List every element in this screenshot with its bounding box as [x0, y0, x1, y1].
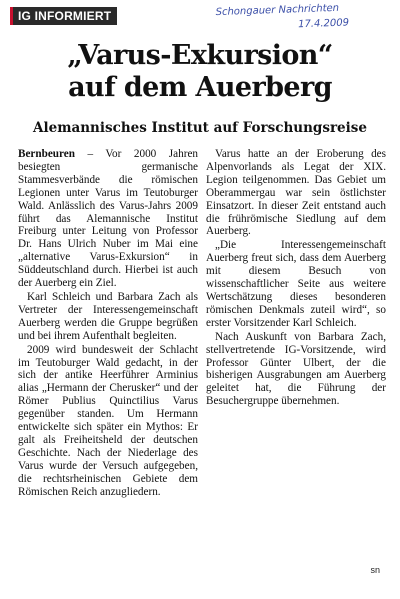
- dateline: Bernbeuren: [18, 148, 75, 160]
- headline-line-1: „Varus-Exkursion“: [67, 40, 333, 71]
- handwritten-source-note: [213, 0, 394, 43]
- article-paragraph-2: Karl Schleich und Barbara Zach als Vertreter der Interessengemeinschaft Auerberg werden die Gruppe begrüßen und bei ihrem Aufenthalt begleiten.: [18, 290, 198, 342]
- article-paragraph-4: Varus hatte an der Eroberung des Alpenvorlands als Legat der XIX. Legion teilgenommen. Das Gebiet um Oberammergau war sein östlichster Einsatzort. In dieser Zeit entstand auch die frührömische Siedlung auf dem Auerberg.: [206, 148, 386, 238]
- section-kicker: [10, 6, 117, 26]
- kicker-label: IG INFORMIERT: [10, 7, 117, 25]
- handwritten-date: 17.4.2009: [297, 17, 350, 31]
- article-column-right: [206, 148, 386, 409]
- article-paragraph-1: [18, 148, 198, 290]
- article-paragraph-5: „Die Interessengemeinschaft Auerberg freut sich, dass dem Auerberg mit diesem Besuch von wissenschaftlicher Seite aus weitere Wertschätzung dieses besonderen römischen Denkmals zuteil wird“, so erster Vorsitzender Karl Schleich.: [206, 239, 386, 329]
- headline-line-2: auf dem Auerberg: [68, 72, 332, 103]
- paragraph-1-text: – Vor 2000 Jahren besiegten germanische Stammesverbände die römischen Legionen unter Varus im Teutoburger Wald. Anlässlich des Varus-Jahrs 2009 führt das Alemannische Institut Freiburg unter Leitung von Professor Dr. Hans Ulrich Nuber im Mai eine „alternative Varus-Exkursion“ in Süddeutschland durch. Hierbei ist auch der Auerberg ein Ziel.: [18, 148, 198, 290]
- handwritten-source: Schongauer Nachrichten: [215, 2, 340, 19]
- article-paragraph-3: 2009 wird bundesweit der Schlacht im Teutoburger Wald gedacht, in der sich der antike Heerführer Arminius alias „Hermann der Cherusker“ und der Römer Publius Quinctilius Varus gegenüber standen. Um Hermann entwickelte sich später ein Mythos: Er galt als Freiheitsheld der deutschen Geschichte. Nach der Niederlage des Varus wurde der Versuch aufgegeben, die rechtsrheinischen Gebiete dem Römischen Reich anzugliedern.: [18, 343, 198, 498]
- article-column-left: [18, 148, 198, 499]
- subheadline: Alemannisches Institut auf Forschungsreise: [33, 120, 367, 136]
- headline: [0, 40, 400, 104]
- author-signature: sn: [370, 565, 380, 575]
- article-body: [18, 148, 386, 578]
- article-paragraph-6: Nach Auskunft von Barbara Zach, stellvertretende IG-Vorsitzende, wird Professor Günter Ulbert, der die bisherigen Ausgrabungen am Auerberg geleitet hat, die Führung der Besuchergruppe übernehmen.: [206, 330, 386, 408]
